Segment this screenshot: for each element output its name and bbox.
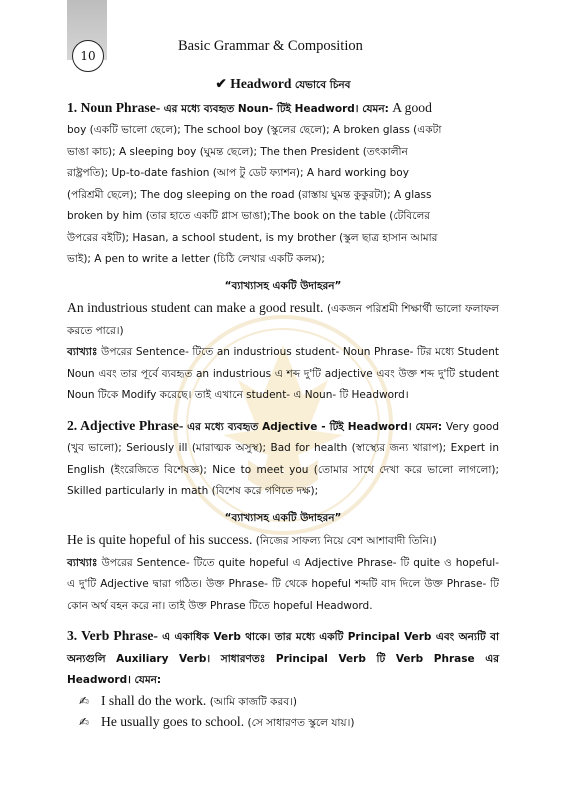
explanation-1: ব্যাখ্যাঃ উপরের Sentence- টিতে an industrious student- Noun Phrase- টির মধ্যে Student Noun এবং তার পূর্বে ব্যবহৃত an industrious এ শব্দ দু'টি adjective এবং উক্ত শব্দ দু'টি student Noun টিকে Modify করেছে। তাই এখানে student- এ Noun- টি Headword।: [67, 346, 499, 401]
adjective-phrase-paragraph: 2. Adjective Phrase- এর মধ্যে ব্যবহৃত Adjective - টিই Headword। যেমন: Very good (খুব ভালো); Seriously ill (মারাত্মক অসুস্থ); Bad for health (স্বাস্থ্যের জন্য খারাপ); Expert in English (ইংরেজিতে বিশেষজ্ঞ); Nice to meet you (তোমার সাথে দেখা করে ভালো লাগলো); Skilled particularly in math (বিশেষ করে গণিতে দক্ষ);: [67, 417, 499, 497]
noun-phrase-paragraph: 1. Noun Phrase- এর মধ্যে ব্যবহৃত Noun- টিই Headword। যেমন: A good boy (একটি ভালো ছেলে); The school boy (স্কুলের ছেলে); A broken glass (একটা ভাঙা কাচ); A sleeping boy (ঘুমন্ত ছেলে); The then President (তৎকালীন রাষ্ট্রপতি); Up-to-date fashion (আপ টু ডেট ফ্যাশন); A hard working boy (পরিশ্রমী ছেলে); The dog sleeping on the road (রাস্তায় ঘুমন্ত কুকুরটা); A glass broken by him (তার হাতে একটি গ্লাস ভাঙা);The book on the table (টেবিলের উপরের বইটি); Hasan, a school student, is my brother (স্কুল ছাত্র হাসান আমার ভাই); A pen to write a letter (চিঠি লেখার একটি কলম);: [67, 99, 442, 265]
explanation-2: ব্যাখ্যাঃ উপরের Sentence- টিতে quite hopeful এ Adjective Phrase- টি quite ও hopeful- এ দু'টি Adjective দ্বারা গঠিত। উক্ত Phrase- টি থেকে hopeful শব্দটি বাদ দিলে উক্ত Phrase- টি কোন অর্থ বহন করে না। তাই উক্ত Phrase টিতে hopeful Headword.: [67, 556, 499, 612]
page-number: 10: [72, 40, 104, 72]
section-title: ✔ Headword যেভাবে চিনব: [215, 76, 351, 91]
header-title: Basic Grammar & Composition: [178, 38, 363, 54]
example-1: An industrious student can make a good result. (একজন পরিশ্রমী শিক্ষার্থী ভালো ফলাফল করতে পারে।): [67, 300, 499, 337]
example-2: He is quite hopeful of his success. (নিজের সাফল্য নিয়ে বেশ আশাবাদী তিনি।): [67, 532, 437, 547]
example-heading-1: “ব্যাখ্যাসহ একটি উদাহরন”: [224, 279, 342, 292]
list-item: ✍ He usually goes to school. (সে সাধারণত স্কুলে যায়।): [67, 712, 499, 734]
example-heading-2: “ব্যাখ্যাসহ একটি উদাহরন”: [224, 511, 342, 524]
verb-phrase-paragraph: 3. Verb Phrase- এ একাধিক Verb থাকে। তার মধ্যে একটি Principal Verb এবং অন্যটি বা অন্যগুলি Auxiliary Verb। সাধারণতঃ Principal Verb টি Verb Phrase এর Headword। যেমন:: [67, 628, 499, 686]
pen-icon: ✍: [79, 715, 90, 729]
list-item: ✍ I shall do the work. (আমি কাজটি করব।): [67, 691, 499, 713]
pen-icon: ✍: [79, 693, 90, 708]
